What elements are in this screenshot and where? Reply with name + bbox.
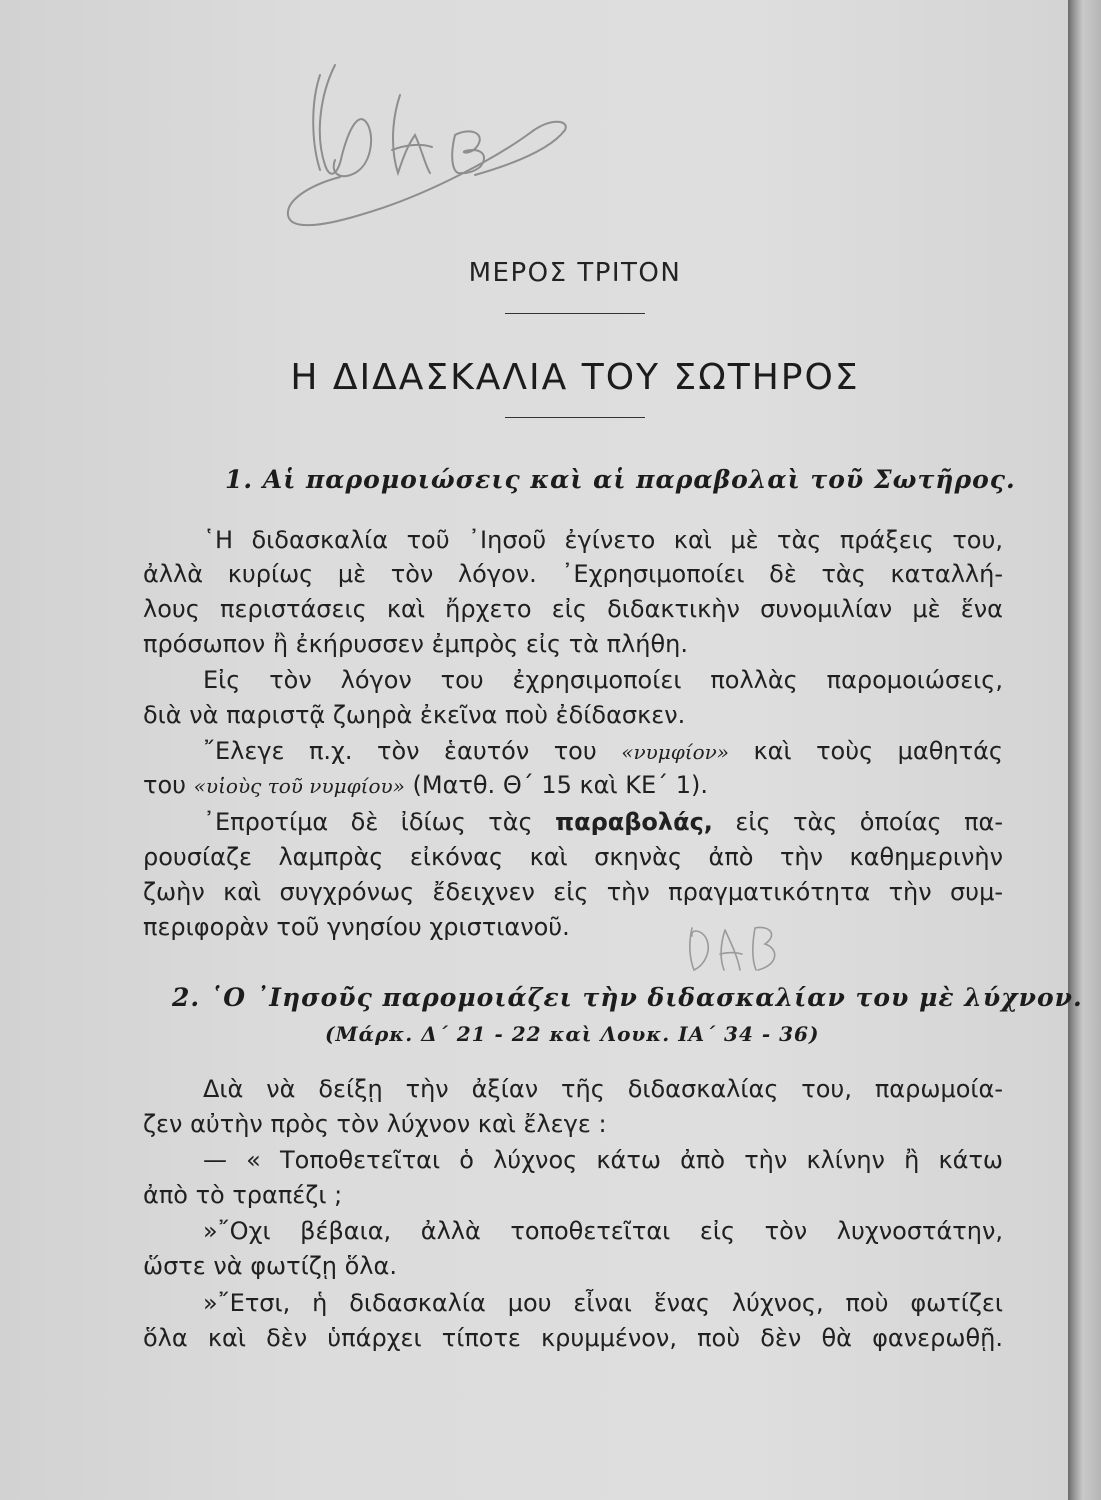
paragraph-line: ὅλα καὶ δὲν ὑπάρχει τίποτε κρυμμένον, ποὺ δὲν θὰ φανερωθῇ. <box>143 1324 1003 1352</box>
part-title: ΜΕΡΟΣ ΤΡΙΤΟΝ <box>468 258 682 288</box>
section-2-reference: (Μάρκ. Δ΄ 21 - 22 καὶ Λουκ. ΙΑ΄ 34 - 36) <box>325 1022 820 1046</box>
paragraph-line <box>143 734 1003 769</box>
paragraph-line: ζωὴν καὶ συγχρόνως ἔδειχνεν εἰς τὴν πραγματικότητα τὴν συμ- <box>143 878 1003 906</box>
section-1-heading: 1. Αἱ παρομοιώσεις καὶ αἱ παραβολαὶ τοῦ Σωτῆρος. <box>225 465 1016 494</box>
emphasis-text: «νυμφίον» <box>621 740 730 764</box>
paragraph-line: πρόσωπον ἢ ἐκήρυσσεν ἐμπρὸς εἰς τὰ πλήθη. <box>143 630 688 658</box>
paragraph-line: — « Τοποθετεῖται ὁ λύχνος κάτω ἀπὸ τὴν κλίνην ἢ κάτω <box>203 1146 1003 1174</box>
bold-term: παραβολάς, <box>555 808 713 836</box>
paragraph-line: ζεν αὐτὴν πρὸς τὸν λύχνον καὶ ἔλεγε : <box>143 1110 607 1138</box>
paragraph-line: ῾Η διδασκαλία τοῦ ᾽Ιησοῦ ἐγίνετο καὶ μὲ τὰς πράξεις του, <box>203 526 1003 554</box>
paragraph-line: διὰ νὰ παριστᾷ ζωηρὰ ἐκεῖνα ποὺ ἐδίδασκεν. <box>143 701 686 729</box>
text-run: ᾽Επροτίμα δὲ ἰδίως τὰς <box>203 808 533 836</box>
paragraph-line <box>143 768 1003 803</box>
paragraph-line: ἀπὸ τὸ τραπέζι ; <box>143 1181 343 1209</box>
signature-mid-text: DAB <box>680 920 683 921</box>
pencil-signature-mid <box>680 920 790 978</box>
text-run: ῎Ελεγε π.χ. τὸν ἑαυτόν του <box>203 737 597 765</box>
paragraph-line: λους περιστάσεις καὶ ἤρχετο εἰς διδακτικὴν συνομιλίαν μὲ ἕνα <box>143 595 1003 623</box>
book-spine-edge <box>1068 0 1101 1500</box>
title-divider-bottom <box>505 417 645 418</box>
paragraph-line: »῎Ετσι, ἡ διδασκαλία μου εἶναι ἕνας λύχνος, ποὺ φωτίζει <box>203 1289 1003 1317</box>
paragraph-line: ρουσίαζε λαμπρὰς εἰκόνας καὶ σκηνὰς ἀπὸ τὴν καθημερινὴν <box>143 843 1003 871</box>
main-title: Η ΔΙΔΑΣΚΑΛΙΑ ΤΟΥ ΣΩΤΗΡΟΣ <box>290 357 860 398</box>
signature-top-text: DAB <box>280 55 283 56</box>
section-2-heading: 2. ῾Ο ᾽Ιησοῦς παρομοιάζει τὴν διδασκαλίαν του μὲ λύχνον. <box>172 983 1083 1012</box>
title-divider-top <box>505 313 645 314</box>
paragraph-line: »῎Οχι βέβαια, ἀλλὰ τοποθετεῖται εἰς τὸν λυχνοστάτην, <box>203 1217 1003 1245</box>
text-run: εἰς τὰς ὁποίας πα- <box>735 808 1004 836</box>
pencil-signature-top <box>280 55 580 245</box>
text-run: (Ματθ. Θ΄ 15 καὶ ΚΕ΄ 1). <box>412 771 709 799</box>
paragraph-line: περιφορὰν τοῦ γνησίου χριστιανοῦ. <box>143 913 570 941</box>
paragraph-line: Διὰ νὰ δείξῃ τὴν ἀξίαν τῆς διδασκαλίας του, παρωμοία- <box>203 1075 1003 1103</box>
paragraph-line: Εἰς τὸν λόγον του ἐχρησιμοποίει πολλὰς παρομοιώσεις, <box>203 666 1003 694</box>
emphasis-text: «υἱοὺς τοῦ νυμφίου» <box>193 774 405 798</box>
text-run: καὶ τοὺς μαθητάς <box>753 737 1003 765</box>
paragraph-line <box>143 805 1003 839</box>
paragraph-line: ὥστε νὰ φωτίζῃ ὅλα. <box>143 1252 397 1280</box>
paragraph-line: ἀλλὰ κυρίως μὲ τὸν λόγον. ᾽Εχρησιμοποίει δὲ τὰς καταλλή- <box>143 560 1003 588</box>
text-run: του <box>143 771 187 799</box>
